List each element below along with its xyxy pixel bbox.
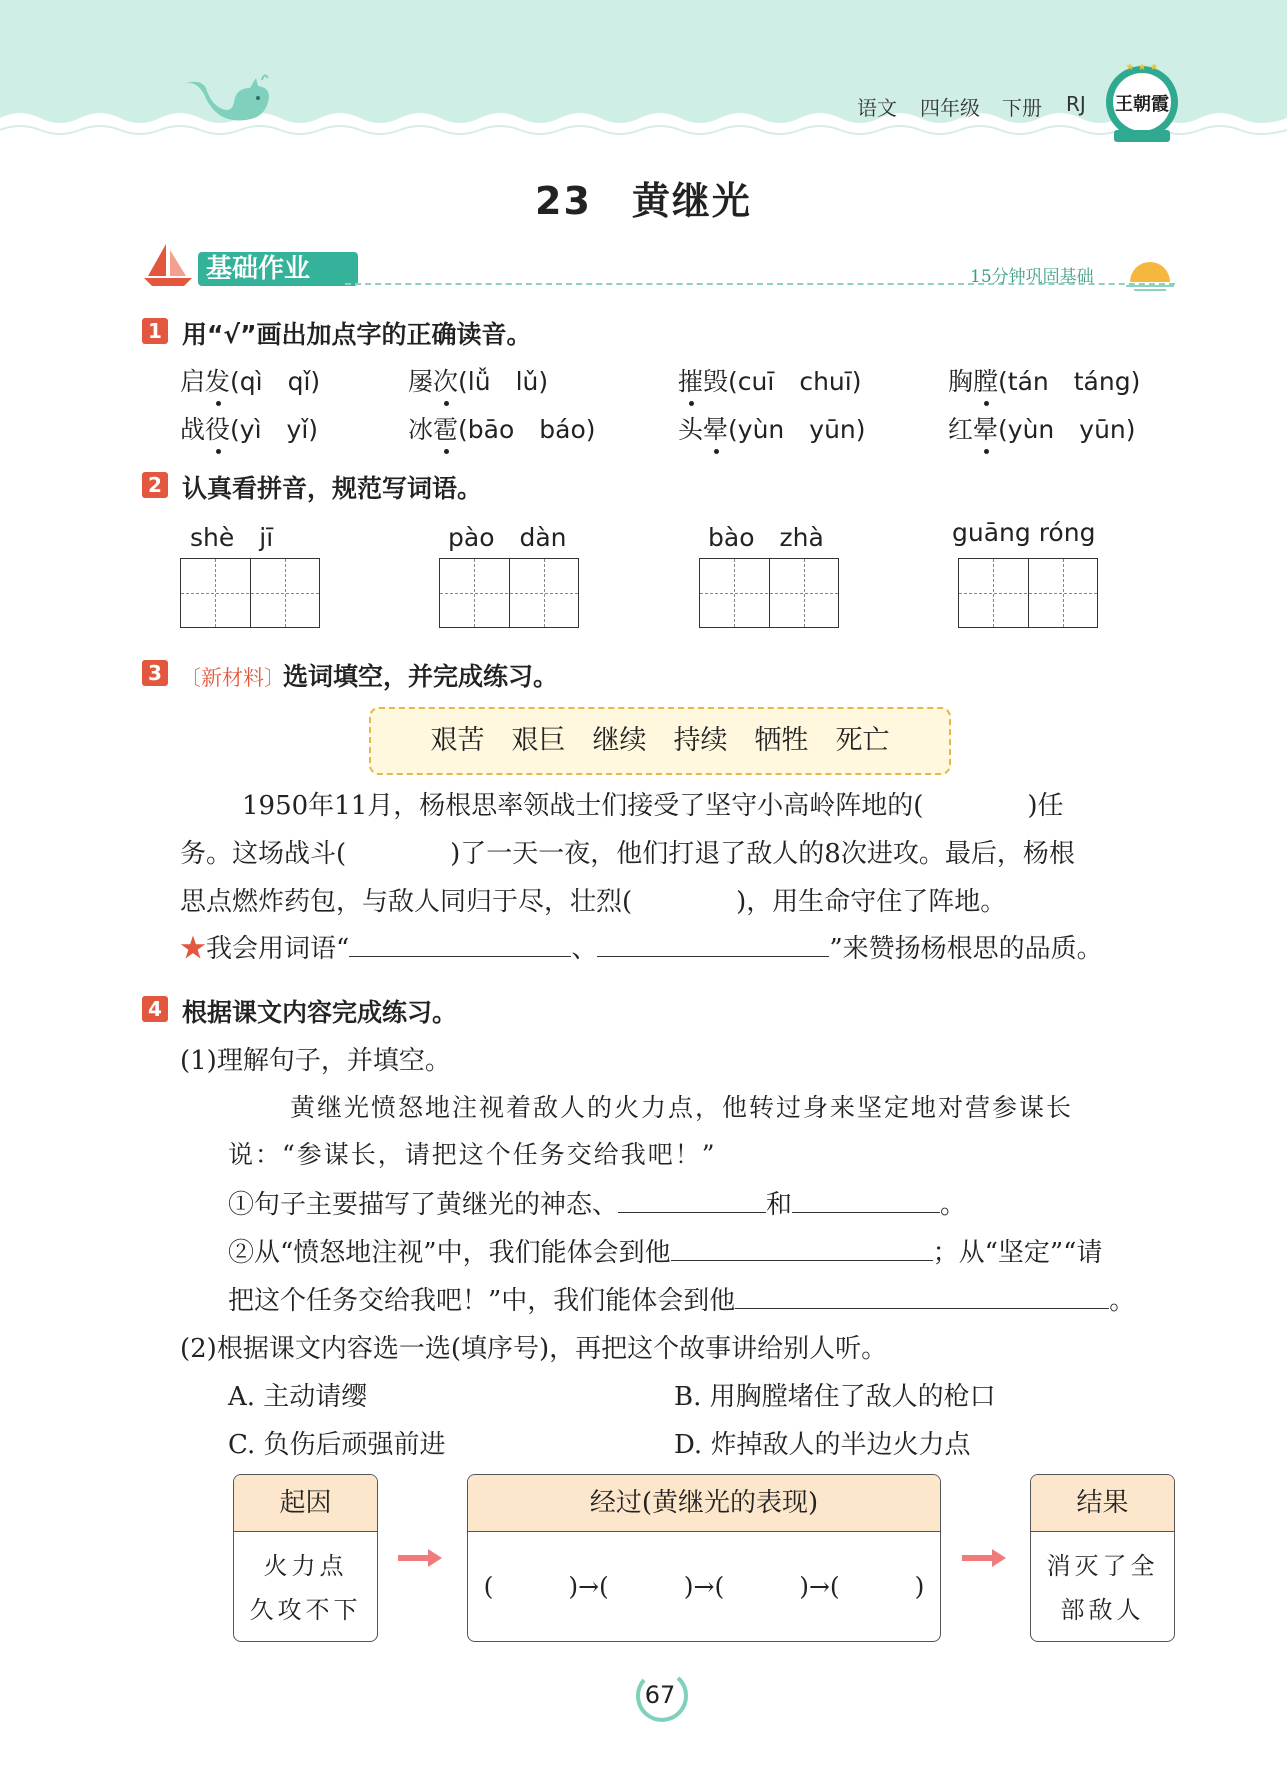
section-label: 基础作业 bbox=[198, 252, 358, 286]
flow-result-title: 结果 bbox=[1031, 1475, 1174, 1532]
q4-number: 4 bbox=[142, 996, 168, 1022]
arrow-right-icon bbox=[962, 1549, 1006, 1567]
word-bank: 艰苦 艰巨 继续 持续 牺牲 死亡 bbox=[369, 707, 951, 775]
q2-prompt: 认真看拼音，规范写词语。 bbox=[182, 474, 483, 503]
q1-item: 头晕(yùn yūn) bbox=[678, 410, 866, 446]
q4-quote-line: 黄继光愤怒地注视着敌人的火力点，他转过身来坚定地对营参谋长 bbox=[290, 1093, 1074, 1122]
option-b: B. 用胸膛堵住了敌人的枪口 bbox=[674, 1382, 996, 1412]
sun-icon bbox=[1124, 252, 1178, 292]
flow-process-box bbox=[467, 1474, 941, 1642]
q4-item1: ①句子主要描写了黄继光的神态、 和 。 bbox=[228, 1190, 967, 1220]
header-grade: 四年级 bbox=[920, 96, 980, 120]
flow-cause-title: 起因 bbox=[234, 1475, 377, 1532]
q3-paragraph-line: 1950年11月，杨根思率领战士们接受了坚守小高岭阵地的( )任 bbox=[242, 791, 1064, 821]
q4-item2: ②从“愤怒地注视”中，我们能体会到他 ；从“坚定”“请 bbox=[228, 1238, 1103, 1268]
q2-pinyin: pào dàn bbox=[448, 523, 567, 552]
page-number: 67 bbox=[644, 1681, 676, 1709]
header-edition: RJ bbox=[1066, 92, 1086, 116]
answer-blank[interactable] bbox=[349, 932, 571, 957]
flow-result-line: 部敌人 bbox=[1060, 1596, 1145, 1624]
whale-icon bbox=[176, 74, 276, 132]
q1-number: 1 bbox=[142, 318, 168, 344]
writing-grid[interactable] bbox=[439, 558, 579, 628]
flow-result-line: 消灭了全 bbox=[1046, 1552, 1159, 1580]
q3-prompt: 选词填空，并完成练习。 bbox=[283, 662, 559, 691]
flow-cause-line: 火力点 bbox=[263, 1552, 348, 1580]
q4-prompt: 根据课文内容完成练习。 bbox=[182, 998, 458, 1027]
page-title: 23 黄继光 bbox=[535, 179, 752, 223]
q3-star-line: ★我会用词语“ 、 ”来赞扬杨根思的品质。 bbox=[180, 934, 1103, 964]
flow-result-box bbox=[1030, 1474, 1175, 1642]
q2-pinyin: bào zhà bbox=[708, 523, 824, 552]
sailboat-icon bbox=[142, 242, 194, 288]
svg-text:★ ★ ★: ★ ★ ★ bbox=[1125, 62, 1159, 73]
q1-item: 摧毁(cuī chuī) bbox=[678, 362, 861, 398]
arrow-right-icon bbox=[398, 1549, 442, 1567]
q1-item: 胸膛(tán táng) bbox=[948, 362, 1140, 398]
flow-cause-box bbox=[233, 1474, 378, 1642]
logo-text: 王朝霞 bbox=[1115, 94, 1169, 115]
q3-paragraph-line: 思点燃炸药包，与敌人同归于尽，壮烈( )，用生命守住了阵地。 bbox=[180, 887, 1007, 917]
q2-number: 2 bbox=[142, 472, 168, 498]
flow-process-blanks[interactable]: ( )→( )→( )→( ) bbox=[483, 1572, 925, 1601]
q1-item: 屡次(lǚ lǔ) bbox=[408, 362, 548, 398]
writing-grid[interactable] bbox=[699, 558, 839, 628]
writing-grid[interactable] bbox=[958, 558, 1098, 628]
q3-paragraph-line: 务。这场战斗( )了一天一夜，他们打退了敌人的8次进攻。最后，杨根 bbox=[180, 839, 1075, 869]
writing-grid[interactable] bbox=[180, 558, 320, 628]
answer-blank[interactable] bbox=[597, 932, 829, 957]
option-a: A. 主动请缨 bbox=[228, 1382, 368, 1412]
q1-item: 战役(yì yǐ) bbox=[180, 410, 318, 446]
q3-number: 3 bbox=[142, 660, 168, 686]
q2-pinyin: guāng róng bbox=[952, 518, 1096, 547]
header-volume: 下册 bbox=[1002, 96, 1042, 120]
answer-blank[interactable] bbox=[618, 1188, 766, 1213]
section-time-note: 15分钟巩固基础 bbox=[970, 267, 1094, 287]
answer-blank[interactable] bbox=[735, 1284, 1109, 1309]
q1-item: 冰雹(bāo báo) bbox=[408, 410, 596, 446]
q2-pinyin: shè jī bbox=[190, 523, 274, 552]
q1-item: 启发(qì qǐ) bbox=[180, 362, 320, 398]
option-c: C. 负伤后顽强前进 bbox=[228, 1430, 446, 1460]
header-subject: 语文 bbox=[857, 96, 897, 120]
q4-quote-line: 说：“参谋长，请把这个任务交给我吧！” bbox=[228, 1140, 717, 1169]
header-band bbox=[0, 0, 1287, 150]
q3-tag: 〔新材料〕 bbox=[180, 666, 285, 690]
answer-blank[interactable] bbox=[792, 1188, 940, 1213]
q1-item: 红晕(yùn yūn) bbox=[948, 410, 1136, 446]
answer-blank[interactable] bbox=[671, 1236, 933, 1261]
q1-prompt: 用“√”画出加点字的正确读音。 bbox=[182, 320, 532, 349]
star-icon: ★ bbox=[180, 934, 207, 964]
flow-cause-line: 久攻不下 bbox=[249, 1596, 362, 1624]
flow-process-title: 经过(黄继光的表现) bbox=[468, 1475, 940, 1532]
q4-item3: 把这个任务交给我吧！”中，我们能体会到他 。 bbox=[228, 1286, 1136, 1316]
q4-sub2: (2)根据课文内容选一选(填序号)，再把这个故事讲给别人听。 bbox=[180, 1334, 888, 1364]
q4-sub1: (1)理解句子，并填空。 bbox=[180, 1046, 451, 1076]
option-d: D. 炸掉敌人的半边火力点 bbox=[674, 1430, 971, 1460]
logo-seal bbox=[1102, 60, 1182, 148]
